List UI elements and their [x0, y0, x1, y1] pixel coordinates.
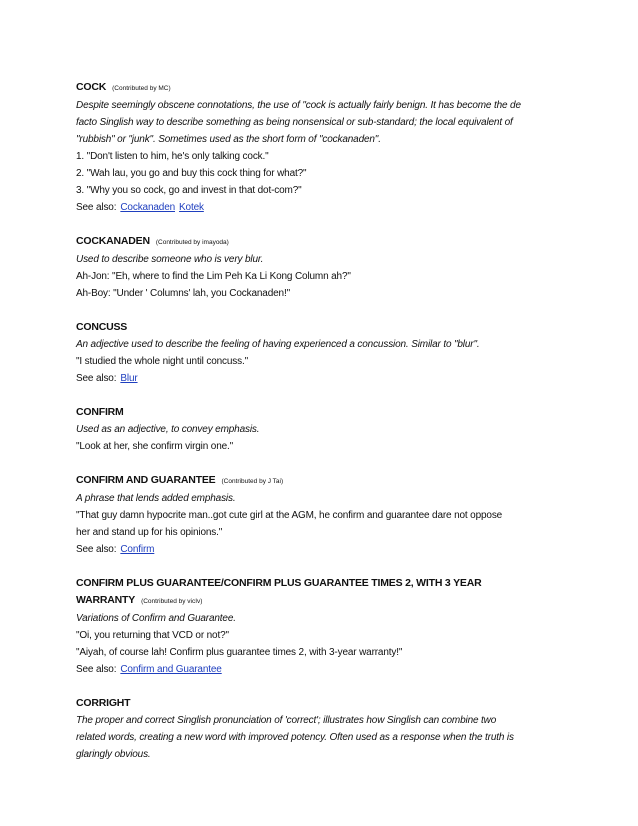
- example-line: "I studied the whole night until concuss.": [76, 356, 249, 367]
- example-line: "Oi, you returning that VCD or not?": [76, 630, 229, 641]
- contributor-note: (Contributed by J Tai): [221, 478, 284, 485]
- contributor-note: (Contributed by vicIv): [141, 598, 203, 605]
- see-also-link-kotek[interactable]: Kotek: [179, 202, 204, 213]
- definition-line: Used to describe someone who is very blur.: [76, 254, 264, 265]
- definition-line: Variations of Confirm and Guarantee.: [76, 613, 236, 624]
- entry-concuss: [76, 319, 598, 387]
- entry-heading: [76, 472, 598, 490]
- entry-term: CONCUSS: [76, 321, 128, 333]
- definition-line: "rubbish" or "junk". Sometimes used as the short form of "cockanaden".: [76, 134, 381, 145]
- entry-term: CONFIRM: [76, 406, 124, 418]
- entry-term: CORRIGHT: [76, 697, 131, 709]
- entry-confirm-and-guarantee: [76, 472, 598, 558]
- example-line: 3. "Why you so cock, go and invest in that dot-com?": [76, 185, 302, 196]
- entry-cockanaden: [76, 233, 598, 302]
- see-also: [76, 541, 598, 558]
- contributor-note: (Contributed by imayoda): [155, 239, 229, 246]
- entry-heading: [76, 79, 598, 97]
- entry-confirm: [76, 404, 598, 455]
- example-line: 2. "Wah lau, you go and buy this cock thing for what?": [76, 168, 307, 179]
- entry-term: COCK: [76, 81, 107, 93]
- see-also-label: See also:: [76, 544, 117, 555]
- entry-cock: [76, 79, 598, 216]
- definition-line: An adjective used to describe the feeling of having experienced a concussion. Similar to "blur".: [76, 339, 480, 350]
- example-line: "Look at her, she confirm virgin one.": [76, 441, 234, 452]
- definition-line: Used as an adjective, to convey emphasis.: [76, 424, 260, 435]
- definition-line: related words, creating a new word with improved potency. Often used as a response when the truth is: [76, 732, 514, 743]
- see-also: [76, 661, 598, 678]
- example-line: her and stand up for his opinions.": [76, 527, 223, 538]
- see-also-link-cockanaden[interactable]: Cockanaden: [120, 202, 176, 213]
- definition-line: A phrase that lends added emphasis.: [76, 493, 236, 504]
- entry-confirm-plus-guarantee: [76, 575, 598, 678]
- definition-line: facto Singlish way to describe something as being nonsensical or sub-standard; the local equivalent of: [76, 117, 513, 128]
- see-also: [76, 199, 598, 216]
- definition-line: glaringly obvious.: [76, 749, 151, 760]
- see-also: [76, 370, 598, 387]
- entry-heading: [76, 319, 598, 336]
- see-also-link-confirm-and-guarantee[interactable]: Confirm and Guarantee: [120, 664, 222, 675]
- entry-heading: CONFIRM PLUS GUARANTEE/CONFIRM PLUS GUARANTEE TIMES 2, WITH 3 YEAR: [76, 577, 482, 589]
- entry-heading: [76, 695, 598, 712]
- entry-heading-continued: [76, 592, 598, 610]
- example-line: Ah-Jon: "Eh, where to find the Lim Peh Ka Li Kong Column ah?": [76, 271, 351, 282]
- example-line: "That guy damn hypocrite man..got cute girl at the AGM, he confirm and guarantee dare not oppose: [76, 510, 503, 521]
- see-also-link-blur[interactable]: Blur: [120, 373, 138, 384]
- entry-corright: [76, 695, 598, 763]
- entry-heading: [76, 233, 598, 251]
- example-line: "Aiyah, of course lah! Confirm plus guarantee times 2, with 3-year warranty!": [76, 647, 403, 658]
- contributor-note: (Contributed by MC): [112, 85, 171, 92]
- example-line: 1. "Don't listen to him, he's only talking cock.": [76, 151, 269, 162]
- see-also-label: See also:: [76, 202, 117, 213]
- see-also-label: See also:: [76, 664, 117, 675]
- entry-term-line2: WARRANTY: [76, 594, 136, 606]
- see-also-link-confirm[interactable]: Confirm: [120, 544, 155, 555]
- entry-term: CONFIRM AND GUARANTEE: [76, 474, 216, 486]
- see-also-label: See also:: [76, 373, 117, 384]
- definition-line: The proper and correct Singlish pronunciation of 'correct'; illustrates how Singlish can combine two: [76, 715, 497, 726]
- entry-term: COCKANADEN: [76, 235, 150, 247]
- example-line: Ah-Boy: "Under ' Columns' lah, you Cockanaden!": [76, 288, 290, 299]
- definition-line: Despite seemingly obscene connotations, the use of "cock is actually fairly benign. It has become the de: [76, 100, 521, 111]
- entry-heading: [76, 404, 598, 421]
